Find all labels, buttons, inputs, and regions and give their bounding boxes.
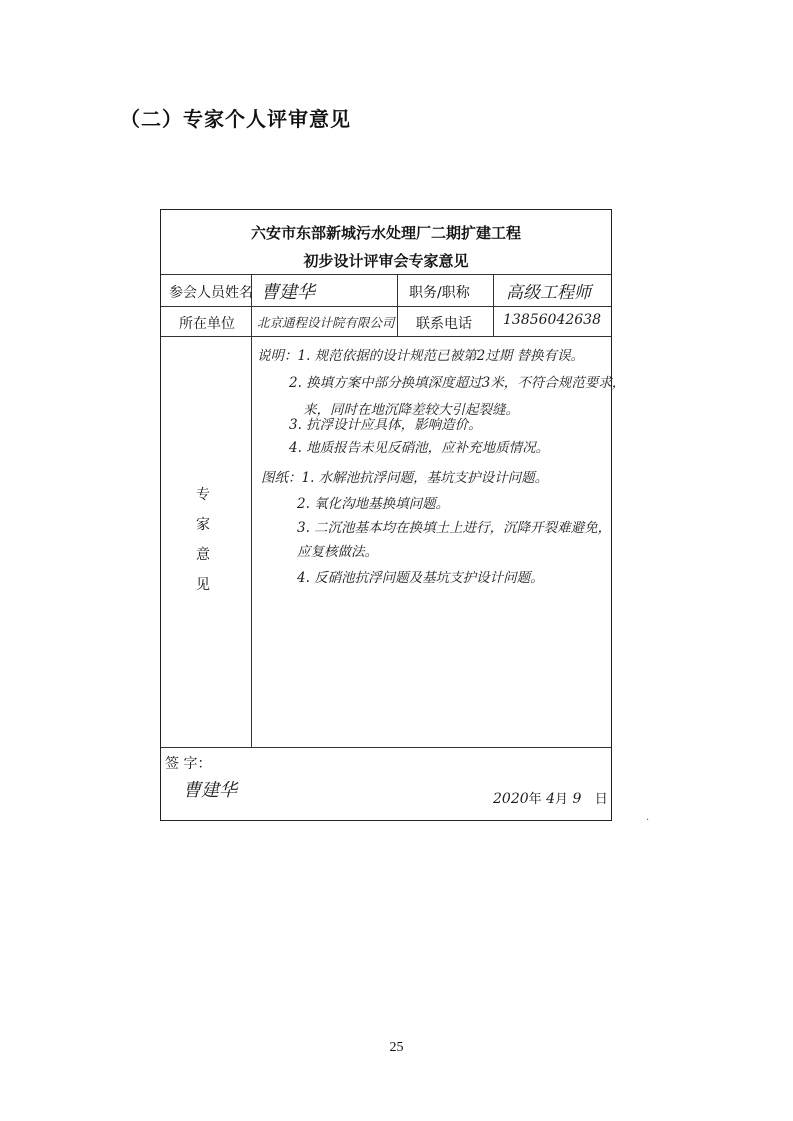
phone-value: 13856042638 [503, 312, 601, 328]
row-divider [161, 274, 611, 275]
expert-opinion-form [160, 209, 626, 821]
date-month: 4 [546, 791, 556, 807]
date-year: 2020 [493, 791, 529, 807]
section-title: （二）专家个人评审意见 [120, 107, 351, 131]
form-title-line1: 六安市东部新城污水处理厂二期扩建工程 [250, 224, 521, 242]
opinion-label-char: 专 [196, 487, 210, 503]
form-title-line2: 初步设计评审会专家意见 [303, 252, 469, 270]
opinion-line: 说明：1. 规范依据的设计规范已被第2过期 替换有误。 [257, 348, 585, 364]
position-label: 职务/职称 [409, 285, 470, 301]
opinion-line: 来，同时在地沉降差较大引起裂缝。 [303, 402, 519, 418]
phone-label: 联系电话 [416, 316, 472, 332]
opinion-line: 应复核做法。 [297, 544, 378, 560]
column-divider [493, 274, 494, 336]
row-divider [161, 747, 611, 748]
column-divider [251, 274, 252, 747]
opinion-label [193, 484, 213, 594]
column-divider [397, 274, 398, 336]
opinion-label-char: 意 [196, 547, 210, 563]
stray-mark: · [646, 815, 650, 826]
opinion-line: 2. 换填方案中部分换填深度超过3米，不符合规范要求， [289, 375, 626, 391]
row-divider [161, 306, 611, 307]
opinion-line: 4. 地质报告未见反硝池，应补充地质情况。 [289, 440, 550, 456]
signature-value: 曹建华 [183, 780, 237, 801]
date-year-suffix: 年 [528, 792, 542, 807]
name-label: 参会人员姓名 [169, 285, 253, 301]
unit-value: 北京通程设计院有限公司 [257, 315, 395, 330]
date-day-suffix: 日 [594, 792, 608, 807]
page-number: 25 [389, 1040, 404, 1055]
row-divider [161, 336, 611, 337]
opinion-line: 4. 反硝池抗浮问题及基坑支护设计问题。 [297, 570, 544, 586]
unit-label: 所在单位 [179, 316, 235, 332]
opinion-line: 图纸：1. 水解池抗浮问题，基坑支护设计问题。 [261, 470, 549, 486]
date-day: 9 [572, 791, 582, 807]
name-value: 曹建华 [261, 282, 315, 303]
position-value: 高级工程师 [506, 283, 591, 303]
opinion-line: 2. 氧化沟地基换填问题。 [297, 496, 450, 512]
opinion-line: 3. 抗浮设计应具体，影响造价。 [289, 417, 482, 433]
opinion-label-char: 家 [196, 517, 210, 533]
opinion-line: 3. 二沉池基本均在换填土上进行，沉降开裂难避免， [297, 520, 612, 536]
opinion-label-char: 见 [196, 577, 210, 593]
signature-label: 签 字： [165, 756, 212, 772]
signature-date [493, 788, 608, 807]
date-month-suffix: 月 [555, 792, 569, 807]
